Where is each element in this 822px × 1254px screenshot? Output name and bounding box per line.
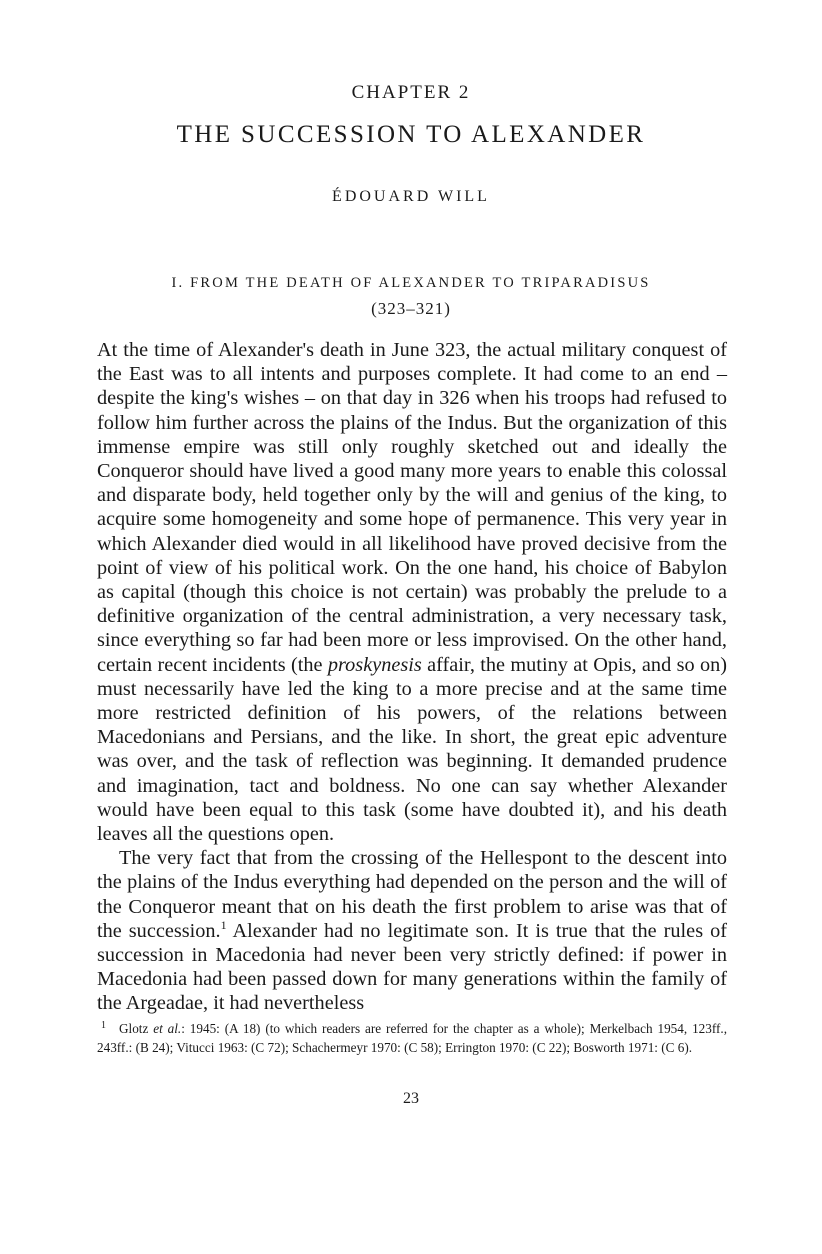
body-text xyxy=(97,338,727,1016)
page-number: 23 xyxy=(403,1090,419,1107)
footnote-text-b: : 1945: (A 18) (to which readers are referred for the chapter as a whole); Merkelbach 1954, 123ff., 243ff.: (B 24); Vitucci 1963: (C 72); Schachermeyr 1970: (C 58); Errington 1970: (C 22); Bosworth 1971: (C 6). xyxy=(97,1021,727,1055)
paragraph-2 xyxy=(97,846,727,1015)
paragraph-1-text-a: At the time of Alexander's death in June 323, the actual military conquest of the East was to all intents and purposes complete. It had come to an end – despite the king's wishes – on that day in 326 when his troops had refused to follow him further across the plains of the Indus. But the organization of this immense empire was still only roughly sketched out and ideally the Conqueror should have lived a good many more years to enable this colossal and disparate body, held together only by the will and genius of the king, to acquire some homogeneity and some hope of permanence. This very year in which Alexander died would in all likelihood have proved decisive from the point of view of his political work. On the one hand, his choice of Babylon as capital (though this choice is not certain) was probably the prelude to a definitive organization of the central administration, a very necessary task, since everything so far had been more or less improvised. On the other hand, certain recent incidents (the xyxy=(97,339,727,676)
footnote-italic: et al. xyxy=(153,1021,182,1036)
paragraph-2-text-a: The very fact that from the crossing of the Hellespont to the descent into the plains of the Indus everything had depended on the person and the will of the Conqueror meant that on his death the first problem to arise was that of the succession. xyxy=(97,847,727,942)
chapter-label: CHAPTER 2 xyxy=(351,82,471,103)
section-heading-dates: (323–321) xyxy=(371,299,451,318)
paragraph-2-text-b: Alexander had no legitimate son. It is true that the rules of succession in Macedonia had never been very strictly defined: if power in Macedonia had been passed down for many generations within the family of the Argeadae, it had nevertheless xyxy=(97,919,727,1015)
paragraph-1-text-b: affair, the mutiny at Opis, and so on) must necessarily have led the king to a more precise and at the same time more restricted definition of his powers, of the relations between Macedonians and Persians, and the like. In short, the great epic adventure was over, and the task of reflection was beginning. It demanded prudence and imagination, tact and boldness. No one can say whether Alexander would have been equal to this task (some have doubted it), and his death leaves all the questions open. xyxy=(97,653,727,846)
author-name: ÉDOUARD WILL xyxy=(332,188,490,205)
paragraph-1 xyxy=(97,338,727,846)
section-heading xyxy=(95,272,727,320)
footnote: 1 Glotz et al.: 1945: (A 18) (to which readers are referred for the chapter as a whole); Merkelbach 1954, 123ff., 243ff.: (B 24); Vitucci 1963: (C 72); Schachermeyr 1970: (C 58); Errington 1970: (C 22); Bosworth 1971: (C 6). xyxy=(97,1019,727,1055)
footnote-reference[interactable]: 1 xyxy=(220,918,227,933)
section-heading-title: I. FROM THE DEATH OF ALEXANDER TO TRIPARADISUS xyxy=(171,275,651,291)
chapter-title: THE SUCCESSION TO ALEXANDER xyxy=(176,121,646,148)
footnote-text-a: Glotz xyxy=(119,1021,154,1036)
paragraph-1-italic: proskynesis xyxy=(327,653,422,676)
